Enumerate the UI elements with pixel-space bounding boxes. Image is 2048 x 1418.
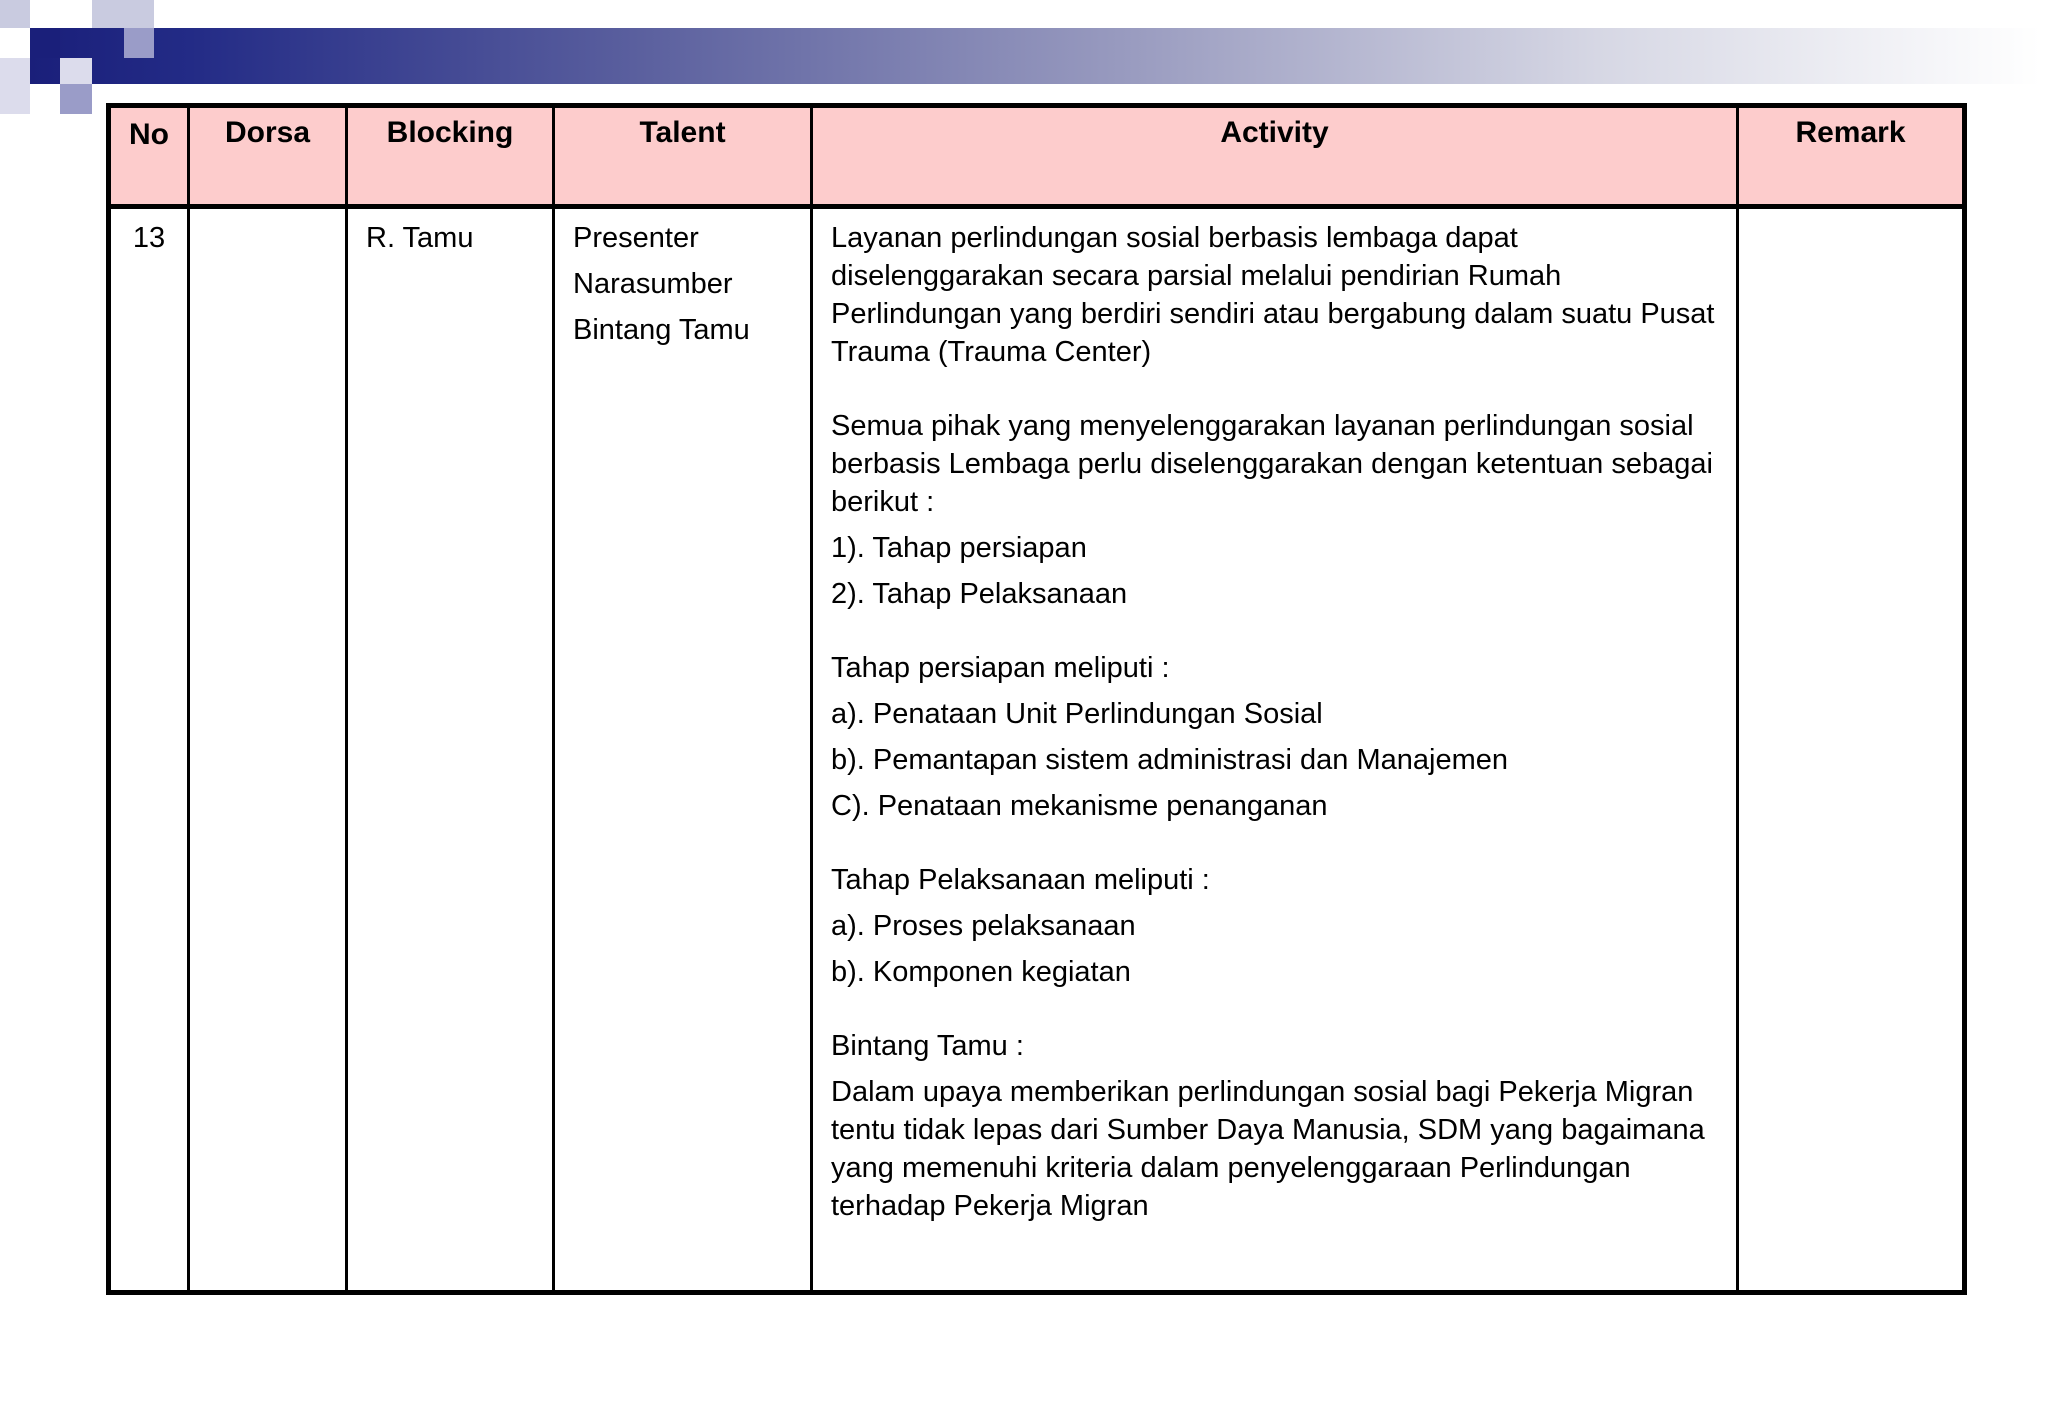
list-item: 2). Tahap Pelaksanaan — [831, 578, 1128, 610]
activity-paragraph: Layanan perlindungan sosial berbasis lembaga dapat diselenggarakan secara parsial melalui pendirian Rumah Perlindungan yang berdiri sendiri atau bergabung dalam suatu Pusat Trauma (Trauma Center) — [831, 222, 1715, 368]
cell-activity — [812, 207, 1738, 1293]
cell-no: 13 — [109, 207, 189, 1293]
activity-paragraph: Semua pihak yang menyelenggarakan layanan perlindungan sosial berbasis Lembaga perlu diselenggarakan dengan ketentuan sebagai berikut : — [831, 410, 1713, 518]
list-item: b). Pemantapan sistem administrasi dan Manajemen — [831, 744, 1508, 776]
header-talent: Talent — [554, 106, 812, 207]
list-item: a). Penataan Unit Perlindungan Sosial — [831, 698, 1323, 730]
list-item: C). Penataan mekanisme penanganan — [831, 790, 1328, 822]
decor-square — [60, 84, 92, 114]
decor-square — [0, 0, 30, 28]
table-header-row — [109, 106, 1965, 207]
talent-item: Presenter — [573, 222, 699, 254]
decor-square — [124, 28, 154, 58]
cell-dorsa — [189, 207, 347, 1293]
decor-square — [92, 0, 154, 28]
header-dorsa: Dorsa — [189, 106, 347, 207]
cell-remark — [1738, 207, 1965, 1293]
script-table — [106, 103, 1967, 1295]
table-row — [109, 207, 1965, 1293]
cell-blocking: R. Tamu — [347, 207, 554, 1293]
list-item: b). Komponen kegiatan — [831, 956, 1131, 988]
header-no: No — [109, 106, 189, 207]
header-activity: Activity — [812, 106, 1738, 207]
decor-square — [30, 28, 60, 58]
activity-paragraph: Dalam upaya memberikan perlindungan sosial bagi Pekerja Migran tentu tidak lepas dari Sumber Daya Manusia, SDM yang bagaimana yang memenuhi kriteria dalam penyelenggaraan Perlindungan terhadap Pekerja Migran — [831, 1076, 1705, 1222]
decor-square — [0, 58, 30, 114]
cell-talent — [554, 207, 812, 1293]
section-title: Bintang Tamu : — [831, 1030, 1024, 1062]
list-item: 1). Tahap persiapan — [831, 532, 1087, 564]
header-blocking: Blocking — [347, 106, 554, 207]
talent-item: Narasumber — [573, 268, 733, 300]
talent-item: Bintang Tamu — [573, 314, 750, 346]
title-banner-gradient — [30, 28, 2040, 84]
list-item: a). Proses pelaksanaan — [831, 910, 1136, 942]
section-title: Tahap Pelaksanaan meliputi : — [831, 864, 1210, 896]
header-remark: Remark — [1738, 106, 1965, 207]
section-title: Tahap persiapan meliputi : — [831, 652, 1170, 684]
